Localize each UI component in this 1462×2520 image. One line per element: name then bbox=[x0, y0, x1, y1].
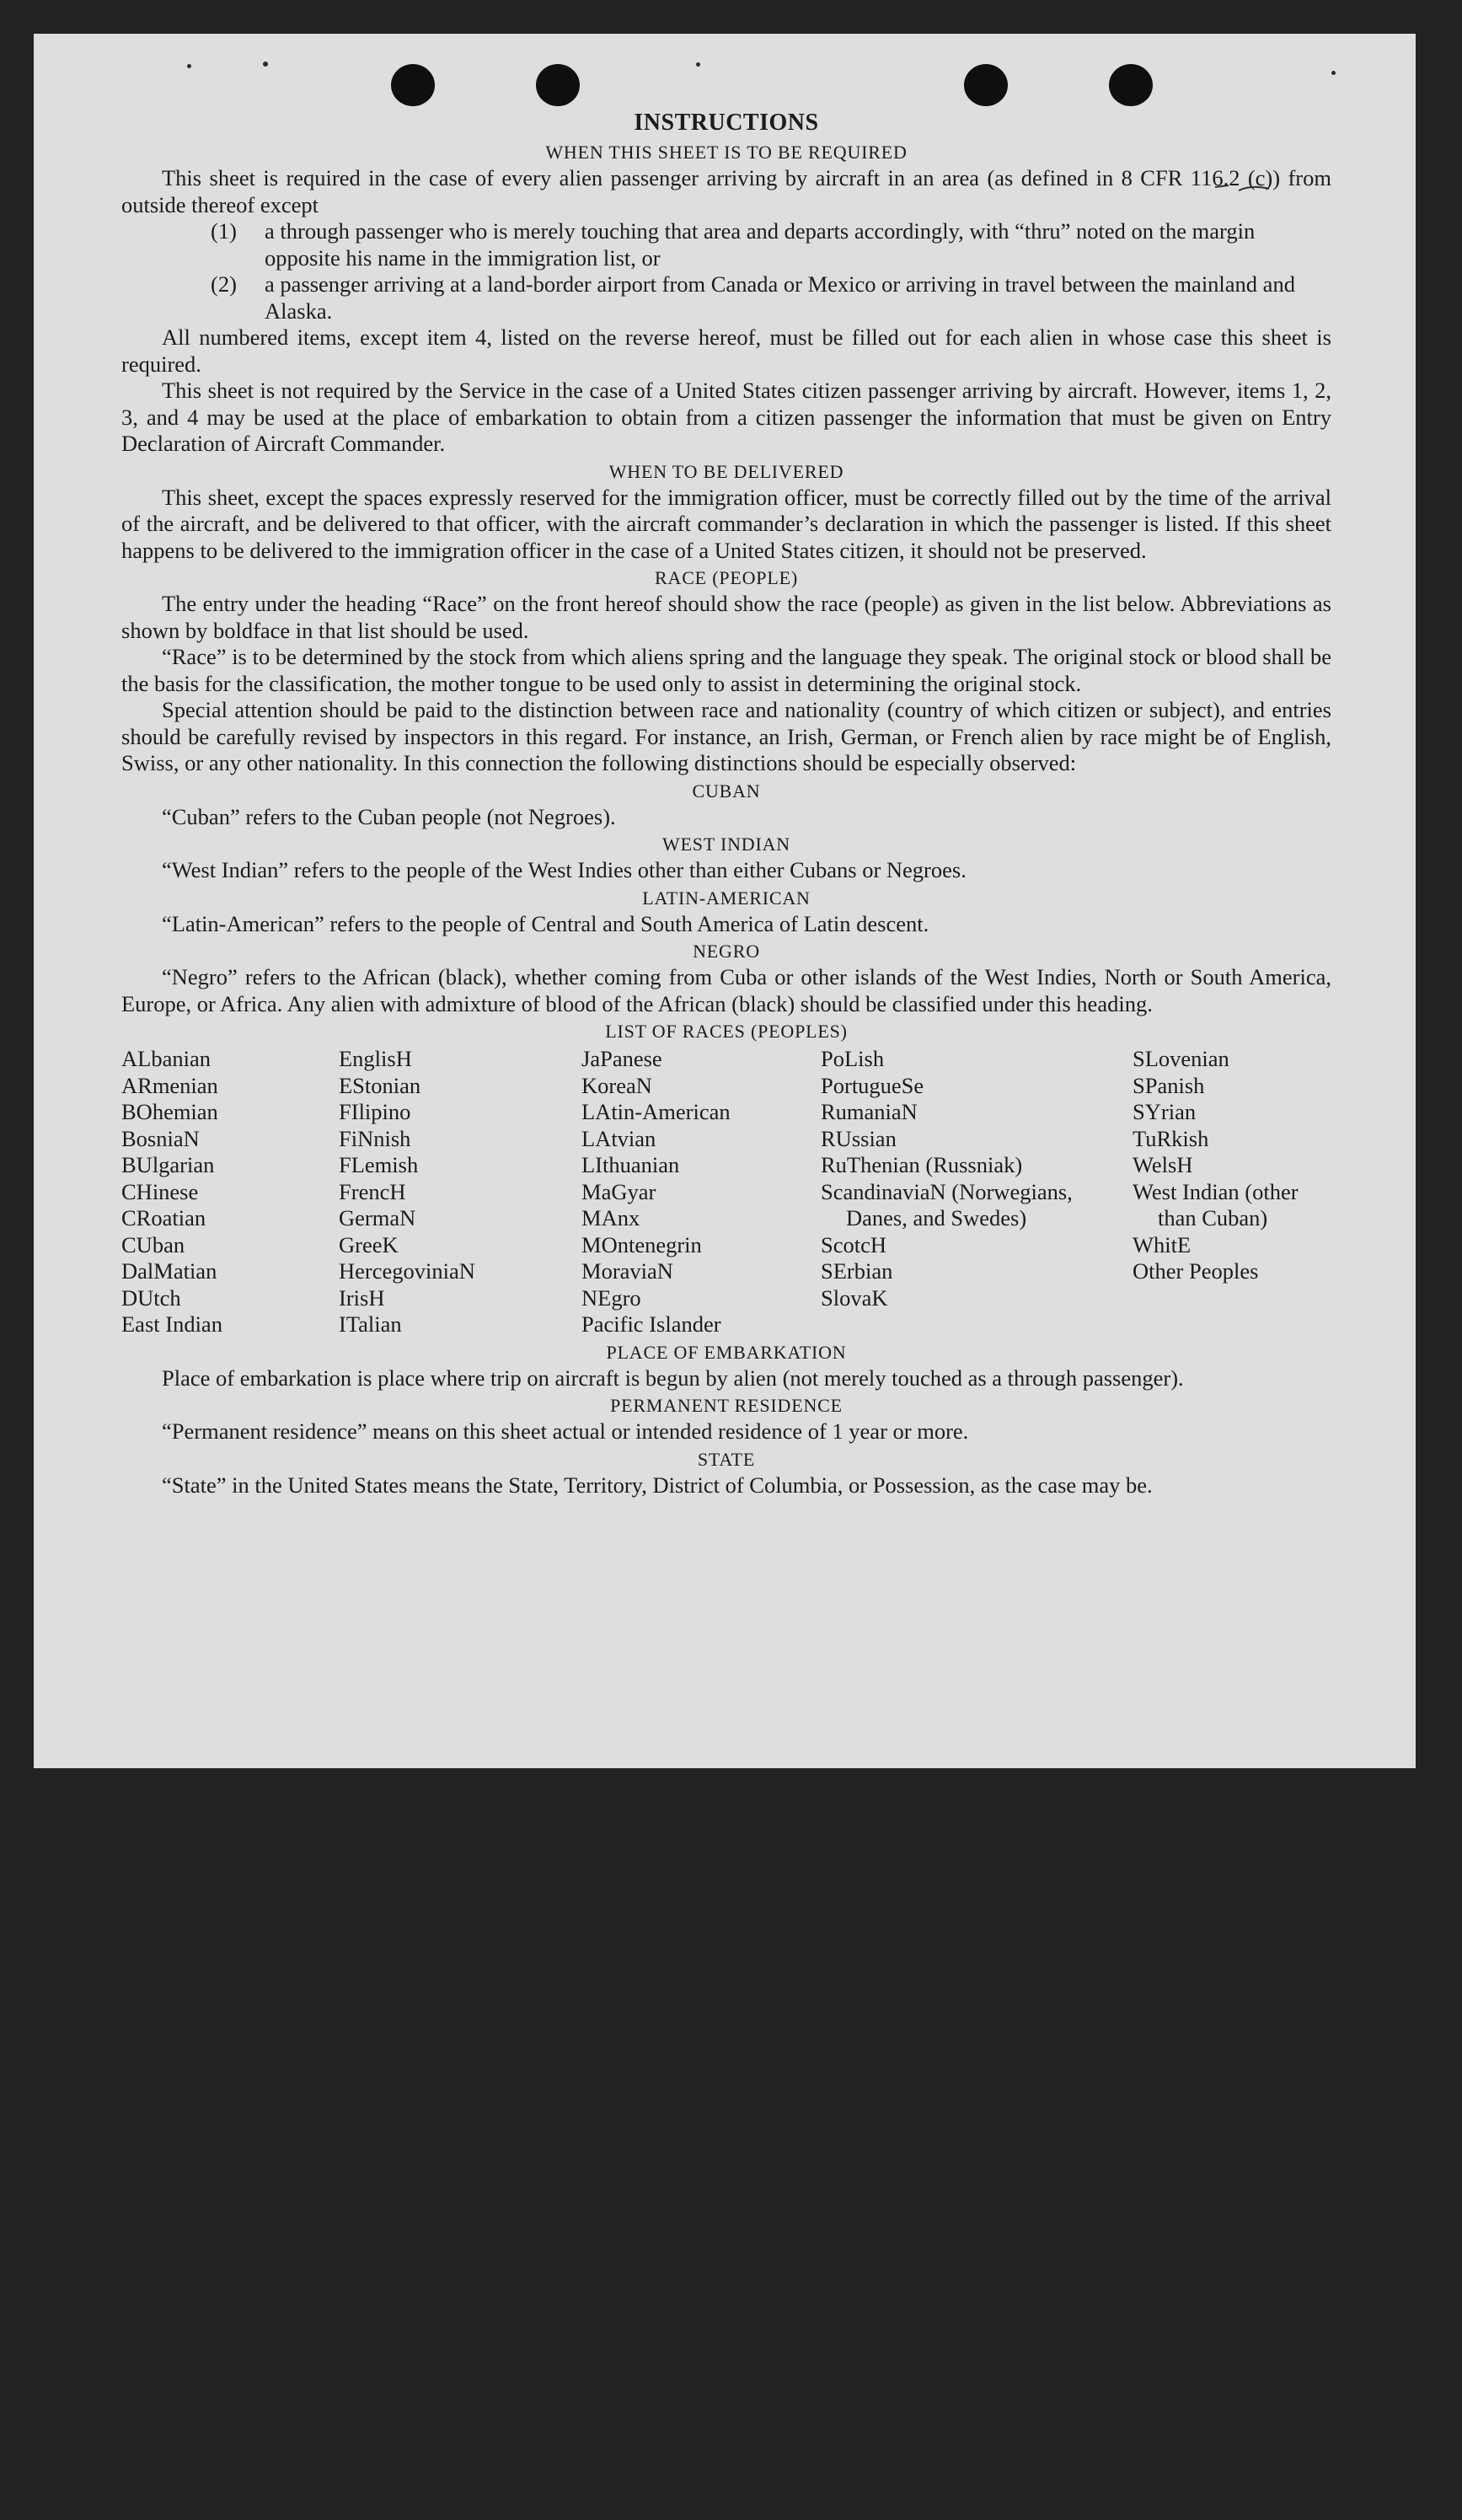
definition-text: “Latin-American” refers to the people of Central and South America of Latin descent. bbox=[162, 910, 929, 936]
race-entry: ALbanian bbox=[121, 1046, 211, 1071]
race-entry: Other Peoples bbox=[1133, 1258, 1259, 1284]
race-entry: West Indian (other than Cuban) bbox=[1133, 1178, 1299, 1231]
races-table bbox=[121, 1046, 1331, 1338]
race-entry: GreeK bbox=[339, 1231, 399, 1257]
paragraph: This sheet, except the spaces expressly reserved for the immigration officer, must be correctly filled out by the time of the arrival of the aircraft, and be delivered to that officer, with the aircraft commander’s declaration in which the passenger is listed. If this sheet happens to be delivered to the immigration officer in the case of a United States citizen, it should not be preserved. bbox=[121, 484, 1331, 563]
race-entry: TuRkish bbox=[1133, 1125, 1209, 1151]
race-entry: WelsH bbox=[1133, 1152, 1193, 1177]
race-entry: BOhemian bbox=[121, 1099, 218, 1124]
race-entry: DUtch bbox=[121, 1284, 181, 1311]
races-column bbox=[1133, 1046, 1331, 1338]
punch-hole bbox=[964, 64, 1008, 106]
race-entry: RumaniaN bbox=[821, 1099, 918, 1124]
race-entry: MOntenegrin bbox=[581, 1231, 702, 1257]
race-entry: EnglisH bbox=[339, 1046, 412, 1071]
paragraph: “State” in the United States means the State, Territory, District of Columbia, or Possession, as the case may be. bbox=[162, 1472, 1153, 1498]
race-entry: SErbian bbox=[821, 1258, 893, 1284]
race-entry: BUlgarian bbox=[121, 1152, 215, 1177]
race-entry: DalMatian bbox=[121, 1258, 217, 1284]
race-entry: East Indian bbox=[121, 1311, 222, 1337]
race-entry: WhitE bbox=[1133, 1231, 1192, 1257]
list-number: (1) bbox=[211, 218, 237, 244]
race-entry: FrencH bbox=[339, 1178, 406, 1204]
document-page bbox=[34, 34, 1416, 1768]
race-entry: MaGyar bbox=[581, 1178, 656, 1204]
races-column bbox=[581, 1046, 821, 1338]
punch-hole bbox=[1109, 64, 1153, 106]
races-list-heading: LIST OF RACES (PEOPLES) bbox=[605, 1021, 848, 1042]
dust-speck bbox=[1331, 71, 1336, 75]
race-entry: FiNnish bbox=[339, 1125, 411, 1151]
page-title: INSTRUCTIONS bbox=[634, 110, 819, 136]
section-heading-state: STATE bbox=[697, 1448, 756, 1470]
race-entry: SLovenian bbox=[1133, 1046, 1229, 1071]
race-entry: FIlipino bbox=[339, 1099, 411, 1124]
section-heading-race: RACE (PEOPLE) bbox=[655, 567, 798, 588]
paragraph: Place of embarkation is place where trip on aircraft is begun by alien (not merely touched as a through passenger). bbox=[162, 1365, 1184, 1391]
definition-heading: LATIN-AMERICAN bbox=[642, 887, 811, 909]
races-column bbox=[339, 1046, 581, 1338]
exception-list bbox=[121, 218, 1331, 324]
punch-hole bbox=[536, 64, 580, 106]
definition-heading: NEGRO bbox=[693, 941, 760, 962]
race-entry: SlovaK bbox=[821, 1284, 888, 1311]
race-entry: SYrian bbox=[1133, 1099, 1197, 1124]
race-entry: EStonian bbox=[339, 1072, 421, 1098]
definition-text: “West Indian” refers to the people of the West Indies other than either Cubans or Negroes. bbox=[162, 857, 967, 882]
race-entry: PortugueSe bbox=[821, 1072, 924, 1098]
race-entry: JaPanese bbox=[581, 1046, 662, 1071]
paragraph: “Race” is to be determined by the stock from which aliens spring and the language they speak. The original stock or blood shall be the basis for the classification, the mother tongue to be used only to assist in determining the original stock. bbox=[121, 644, 1331, 696]
races-column bbox=[121, 1046, 339, 1338]
race-entry: LAtin-American bbox=[581, 1099, 731, 1124]
race-entry: LIthuanian bbox=[581, 1152, 680, 1177]
definition-heading: WEST INDIAN bbox=[662, 834, 790, 855]
dust-speck bbox=[696, 62, 700, 67]
list-text: a through passenger who is merely touching that area and departs accordingly, with “thru” noted on the margin opposite his name in the immigration list, or bbox=[265, 218, 1256, 271]
races-column bbox=[821, 1046, 1133, 1338]
dust-speck bbox=[187, 64, 191, 68]
race-entry: NEgro bbox=[581, 1284, 641, 1311]
race-entry: ITalian bbox=[339, 1311, 402, 1337]
paragraph: The entry under the heading “Race” on the front hereof should show the race (people) as given in the list below. Abbreviations as shown by boldface in that list should be used. bbox=[121, 591, 1331, 643]
paragraph: All numbered items, except item 4, listed on the reverse hereof, must be filled out for each alien in whose case this sheet is required. bbox=[121, 324, 1331, 377]
race-entry: Pacific Islander bbox=[581, 1311, 721, 1337]
race-entry: MoraviaN bbox=[581, 1258, 673, 1284]
punch-hole bbox=[391, 64, 435, 106]
race-entry: RUssian bbox=[821, 1125, 897, 1151]
race-entry: BosniaN bbox=[121, 1125, 200, 1151]
race-entry: CUban bbox=[121, 1231, 185, 1257]
section-heading-when-delivered: WHEN TO BE DELIVERED bbox=[608, 460, 844, 482]
paragraph: This sheet is required in the case of every alien passenger arriving by aircraft in an area (as defined in 8 CFR 116.2 (c)) from outside thereof except bbox=[121, 165, 1331, 217]
race-entry: IrisH bbox=[339, 1284, 385, 1311]
race-entry: MAnx bbox=[581, 1205, 640, 1231]
paragraph: “Permanent residence” means on this sheet actual or intended residence of 1 year or more. bbox=[162, 1418, 969, 1444]
section-heading-embarkation: PLACE OF EMBARKATION bbox=[606, 1341, 847, 1363]
race-entry: SPanish bbox=[1133, 1072, 1205, 1098]
race-entry: ScandinaviaN (Norwegians, Danes, and Swedes) bbox=[821, 1178, 1073, 1231]
race-entry: HercegoviniaN bbox=[339, 1258, 475, 1284]
race-entry: RuThenian (Russniak) bbox=[821, 1152, 1023, 1177]
instructions-content bbox=[121, 108, 1331, 1499]
paragraph: This sheet is not required by the Service in the case of a United States citizen passenger arriving by aircraft. However, items 1, 2, 3, and 4 may be used at the place of embarkation to obtain from a citizen passenger the information that must be given on Entry Declaration of Aircraft Commander. bbox=[121, 378, 1331, 456]
race-entry: CHinese bbox=[121, 1178, 199, 1204]
race-entry: CRoatian bbox=[121, 1205, 206, 1231]
section-heading-when-required: WHEN THIS SHEET IS TO BE REQUIRED bbox=[545, 142, 908, 163]
race-entry: ARmenian bbox=[121, 1072, 218, 1098]
list-text: a passenger arriving at a land-border airport from Canada or Mexico or arriving in travel between the mainland and Alaska. bbox=[265, 271, 1295, 324]
race-entry: LAtvian bbox=[581, 1125, 656, 1151]
race-entry: KoreaN bbox=[581, 1072, 652, 1098]
dust-speck bbox=[263, 62, 268, 67]
definition-text: “Negro” refers to the African (black), whether coming from Cuba or other islands of the West Indies, North or South America, Europe, or Africa. Any alien with admixture of blood of the African (black) should be classified under this heading. bbox=[121, 964, 1331, 1016]
race-entry: GermaN bbox=[339, 1205, 416, 1231]
race-entry: ScotcH bbox=[821, 1231, 887, 1257]
paragraph: Special attention should be paid to the distinction between race and nationality (country of which citizen or subject), and entries should be carefully revised by inspectors in this regard. For instance, an Irish, German, or French alien by race might be of English, Swiss, or any other nationality. In this connection the following distinctions should be especially observed: bbox=[121, 697, 1331, 775]
definition-heading: CUBAN bbox=[692, 780, 761, 802]
definition-text: “Cuban” refers to the Cuban people (not Negroes). bbox=[162, 803, 616, 829]
race-entry: PoLish bbox=[821, 1046, 885, 1071]
section-heading-residence: PERMANENT RESIDENCE bbox=[610, 1395, 843, 1416]
list-item bbox=[121, 218, 1331, 271]
list-item bbox=[121, 271, 1331, 324]
list-number: (2) bbox=[211, 271, 237, 297]
race-entry: FLemish bbox=[339, 1152, 419, 1177]
